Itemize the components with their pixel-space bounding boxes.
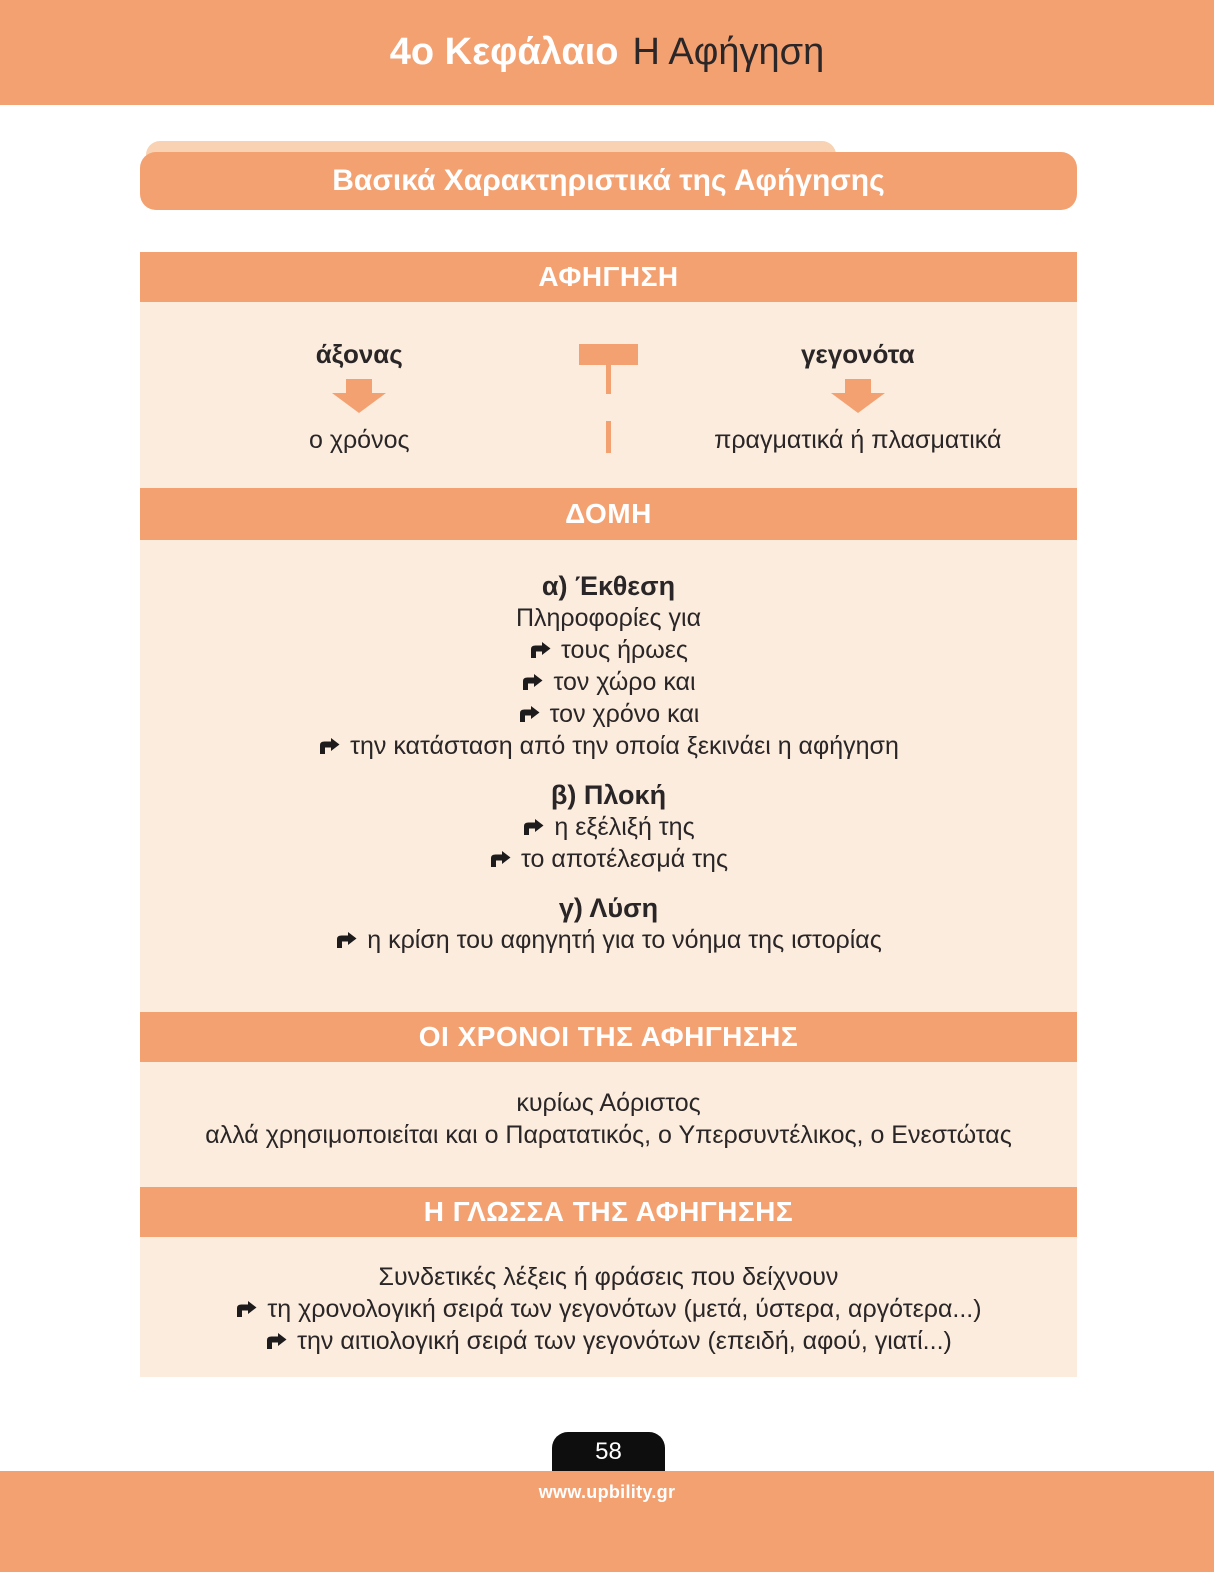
language-content	[140, 1237, 1077, 1377]
curved-right-arrow-bullet-icon	[518, 706, 540, 722]
section-heading-narration-label: ΑΦΗΓΗΣΗ	[538, 261, 679, 292]
page-number: 58	[595, 1437, 622, 1465]
structure-part-resolution	[140, 892, 1077, 956]
list-item-text: η εξέλιξή της	[554, 813, 695, 841]
banner-label: Βασικά Χαρακτηριστικά της Αφήγησης	[332, 164, 885, 197]
down-arrow-icon	[332, 379, 386, 413]
tenses-line: κυρίως Αόριστος	[516, 1089, 701, 1117]
axis-pin-icon	[579, 302, 639, 488]
structure-part-exposition	[140, 570, 1077, 762]
list-item	[140, 843, 1077, 875]
axis-term: άξονας	[315, 339, 403, 369]
axis-pin-dash	[606, 421, 611, 453]
footer-bar	[0, 1471, 1214, 1572]
list-item	[140, 666, 1077, 698]
footer-site-url: www.upbility.gr	[538, 1482, 676, 1502]
events-term: γεγονότα	[800, 339, 915, 369]
curved-right-arrow-bullet-icon	[522, 819, 544, 835]
part-title: β) Πλοκή	[550, 780, 667, 810]
part-title: γ) Λύση	[558, 893, 659, 923]
list-item-text: τον χώρο και	[553, 668, 696, 696]
curved-right-arrow-bullet-icon	[265, 1333, 287, 1349]
section-heading-structure-label: ΔΟΜΗ	[565, 498, 652, 529]
chapter-header	[0, 0, 1214, 105]
structure-content	[140, 540, 1077, 1012]
language-intro: Συνδετικές λέξεις ή φράσεις που δείχνουν	[378, 1263, 839, 1291]
chapter-title: Η Αφήγηση	[632, 31, 825, 73]
list-item-text: τον χρόνο και	[549, 700, 700, 728]
section-heading-structure	[140, 488, 1077, 540]
page-number-badge	[552, 1432, 665, 1471]
list-item	[140, 634, 1077, 666]
banner	[140, 152, 1077, 210]
list-item-text: το αποτέλεσμά της	[521, 845, 728, 873]
part-intro: Πληροφορίες για	[515, 604, 702, 632]
content-panel	[140, 252, 1077, 1377]
section-heading-language	[140, 1187, 1077, 1237]
narration-diagram	[140, 302, 1077, 488]
tenses-content	[140, 1062, 1077, 1187]
list-item-text: η κρίση του αφηγητή για το νόημα της ιστορίας	[367, 926, 882, 954]
curved-right-arrow-bullet-icon	[335, 932, 357, 948]
chapter-number: 4ο Κεφάλαιο	[389, 31, 619, 73]
list-item-text: την κατάσταση από την οποία ξεκινάει η αφήγηση	[350, 732, 899, 760]
list-item	[140, 1325, 1077, 1357]
structure-part-plot	[140, 779, 1077, 875]
events-value: πραγματικά ή πλασματικά	[714, 426, 1002, 454]
section-heading-language-label: Η ΓΛΩΣΣΑ ΤΗΣ ΑΦΗΓΗΣΗΣ	[423, 1196, 794, 1227]
list-item	[140, 811, 1077, 843]
tenses-line: αλλά χρησιμοποιείται και ο Παρατατικός, ο Υπερσυντέλικος, ο Ενεστώτας	[205, 1121, 1012, 1149]
list-item	[140, 924, 1077, 956]
part-title: α) Έκθεση	[541, 571, 676, 601]
list-item-text: τη χρονολογική σειρά των γεγονότων (μετά, ύστερα, αργότερα...)	[267, 1295, 982, 1323]
section-heading-tenses	[140, 1012, 1077, 1062]
list-item	[140, 698, 1077, 730]
down-arrow-icon	[831, 379, 885, 413]
curved-right-arrow-bullet-icon	[489, 851, 511, 867]
curved-right-arrow-bullet-icon	[529, 642, 551, 658]
curved-right-arrow-bullet-icon	[235, 1301, 257, 1317]
axis-pin-bar	[579, 344, 638, 365]
list-item-text: τους ήρωες	[561, 636, 688, 664]
axis-value: ο χρόνος	[308, 426, 410, 454]
section-heading-tenses-label: ΟΙ ΧΡΟΝΟΙ ΤΗΣ ΑΦΗΓΗΣΗΣ	[418, 1021, 799, 1052]
section-heading-narration	[140, 252, 1077, 302]
list-item	[140, 730, 1077, 762]
axis-pin-dash	[606, 365, 611, 394]
list-item	[140, 1293, 1077, 1325]
curved-right-arrow-bullet-icon	[318, 738, 340, 754]
list-item-text: την αιτιολογική σειρά των γεγονότων (επειδή, αφού, γιατί...)	[297, 1327, 952, 1355]
curved-right-arrow-bullet-icon	[521, 674, 543, 690]
events-column	[639, 302, 1078, 488]
axis-column	[140, 302, 579, 488]
